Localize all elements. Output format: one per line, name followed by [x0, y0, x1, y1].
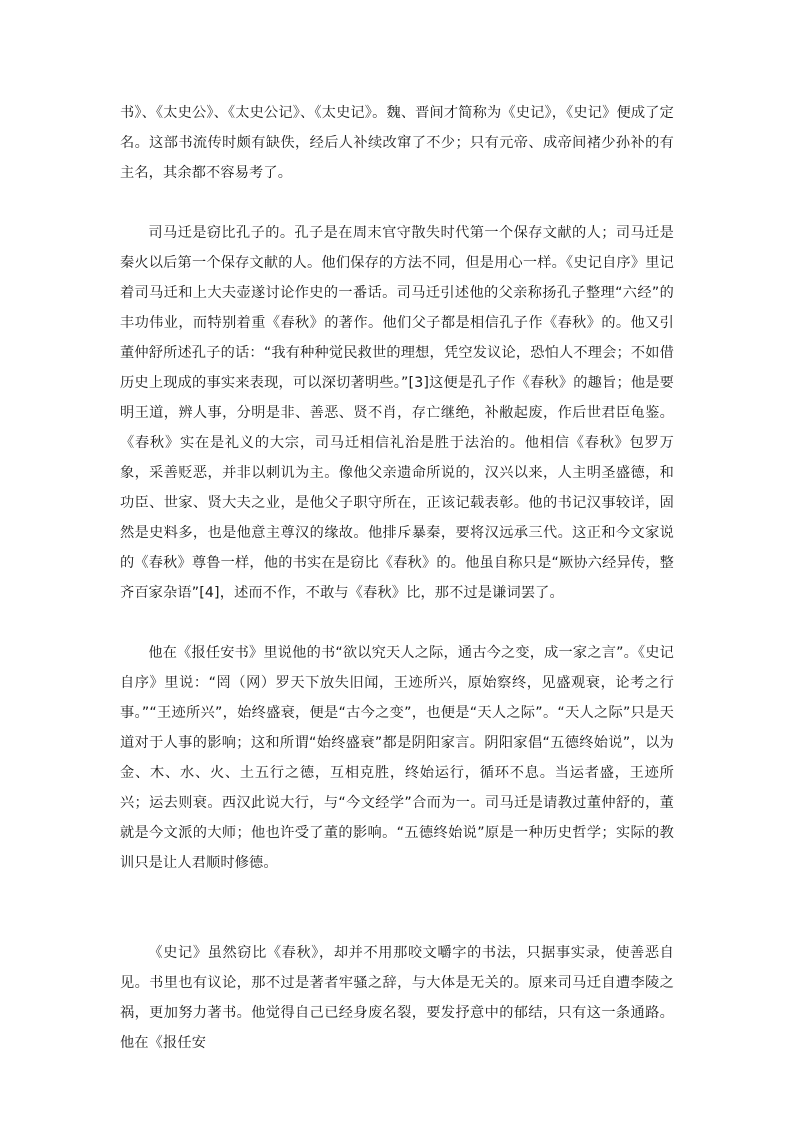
paragraph-text: 书》、《太史公》、《太史公记》、《太史记》。魏、晋间才简称为《史记》，《史记》便成了定名。这部书流传时颇有缺佚，经后人补续改窜了不少；只有元帝、成帝间褚少孙补的有主名，其余都不容易考了。: [120, 105, 674, 181]
paragraph-sima-qian-confucius: [120, 218, 674, 608]
paragraph-text: 司马迁是窃比孔子的。孔子是在周末官守散失时代第一个保存文献的人；司马迁是秦火以后第一个保存文献的人。他们保存的方法不同，但是用心一样。《史记自序》里记着司马迁和上大夫壶遂讨论作史的一番话。司马迁引述他的父亲称扬孔子整理“六经”的丰功伟业，而特别着重《春秋》的著作。他们父子都是相信孔子作《春秋》的。他又引董仲舒所述孔子的话：“我有种种觉民救世的理想，凭空发议论，恐怕人不理会；不如借历史上现成的事实来表现，可以深切著明些。”[3]这便是孔子作《春秋》的趣旨；他是要明王道，辨人事，分明是非、善恶、贤不肖，存亡继绝，补敝起废，作后世君臣龟鉴。《春秋》实在是礼义的大宗，司马迁相信礼治是胜于法治的。他相信《春秋》包罗万象，采善贬恶，并非以刺讥为主。像他父亲遗命所说的，汉兴以来，人主明圣盛德，和功臣、世家、贤大夫之业，是他父子职守所在，正该记载表彰。他的书记汉事较详，固然是史料多，也是他意主尊汉的缘故。他排斥暴秦，要将汉远承三代。这正和今文家说的《春秋》尊鲁一样，他的书实在是窃比《春秋》的。他虽自称只是“厥协六经异传，整齐百家杂语”[4]，述而不作，不敢与《春秋》比，那不过是谦词罢了。: [120, 225, 674, 601]
paragraph-text: 他在《报任安书》里说他的书“欲以究天人之际，通古今之变，成一家之言”。《史记自序》里说：“罔（网）罗天下放失旧闻，王迹所兴，原始察终，见盛观衰，论考之行事。”“王迹所兴”，始终盛衰，便是“古今之变”，也便是“天人之际”。“天人之际”只是天道对于人事的影响；这和所谓“始终盛衰”都是阴阳家言。阴阳家倡“五德终始说”，以为金、木、水、火、土五行之德，互相克胜，终始运行，循环不息。当运者盛，王迹所兴；运去则衰。西汉此说大行，与“今文经学”合而为一。司马迁是请教过董仲舒的，董就是今文派的大师；他也许受了董的影响。“五德终始说”原是一种历史哲学；实际的教训只是让人君顺时修德。: [120, 645, 674, 871]
paragraph-shiji-chunqiu: [120, 938, 674, 1058]
paragraph-continued: [120, 98, 674, 188]
paragraph-text: 《史记》虽然窃比《春秋》，却并不用那咬文嚼字的书法，只据事实录，使善恶自见。书里也有议论，那不过是著者牢骚之辞，与大体是无关的。原来司马迁自遭李陵之祸，更加努力著书。他觉得自己已经身废名裂，要发抒意中的郁结，只有这一条通路。他在《报任安: [120, 945, 674, 1051]
paragraph-bao-ren-an-shu: [120, 638, 674, 878]
